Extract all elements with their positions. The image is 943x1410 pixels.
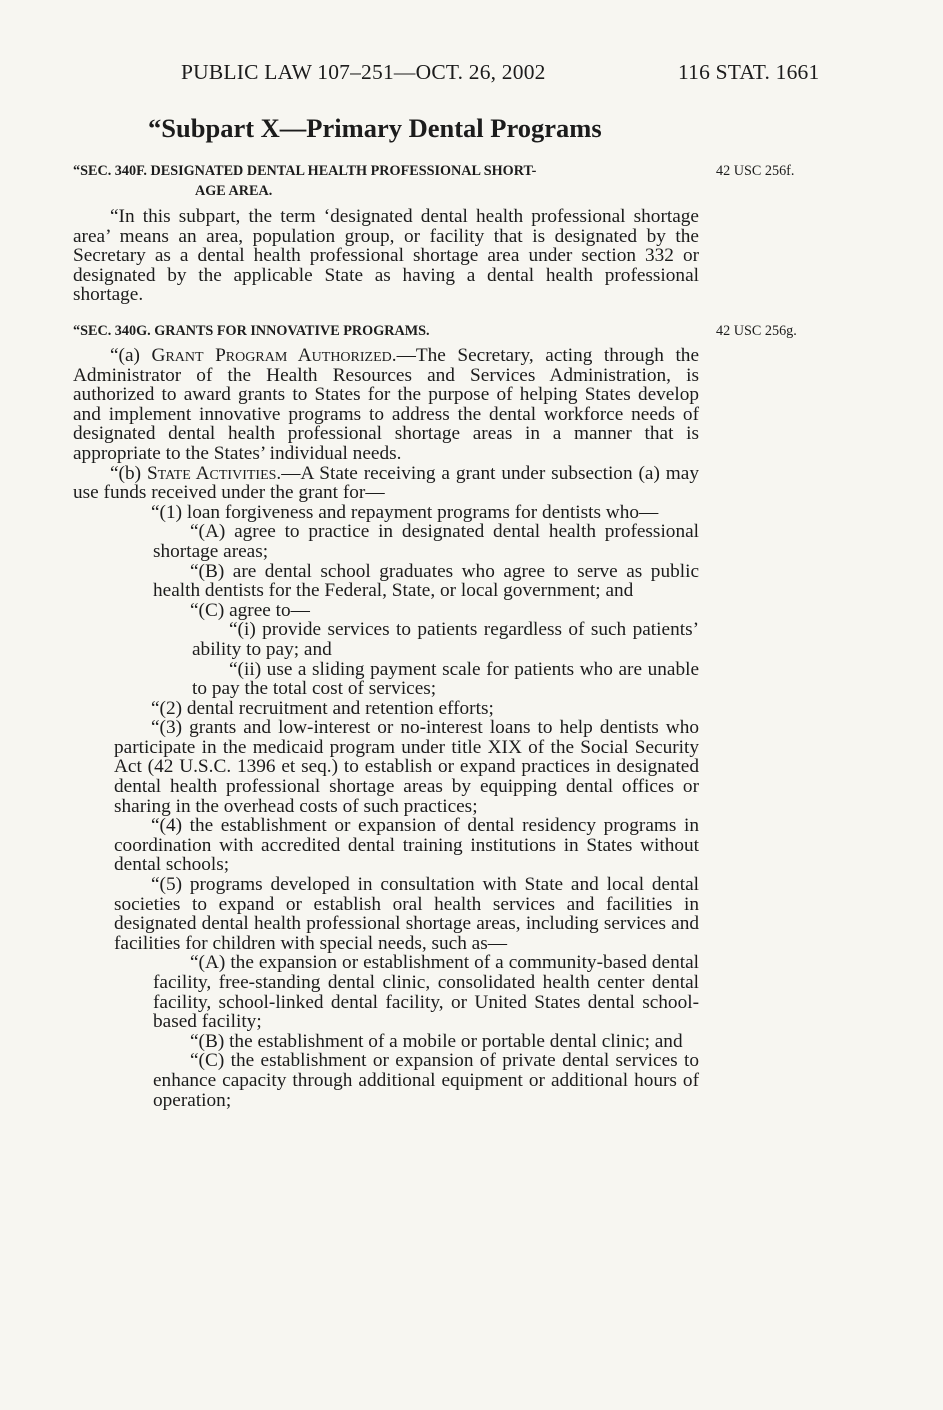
margin-note-340g: 42 USC 256g. bbox=[716, 323, 797, 339]
section-340f-heading-line1: “SEC. 340F. DESIGNATED DENTAL HEALTH PROFESSIONAL SHORT- bbox=[73, 163, 537, 179]
paragraph-2: “(2) dental recruitment and retention efforts; bbox=[151, 697, 494, 719]
paragraph-5-a: “(A) the expansion or establishment of a community-based dental facility, free-standing dental clinic, consolidated health center dental facility, school-linked dental facility, or United States dental school-based facility; bbox=[153, 952, 699, 1033]
paragraph-1-c-ii: “(ii) use a sliding payment scale for patients who are unable to pay the total cost of services; bbox=[192, 658, 699, 700]
section-340f-heading-line2: AGE AREA. bbox=[195, 183, 273, 199]
paragraph-1-b: “(B) are dental school graduates who agree to serve as public health dentists for the Federal, State, or local government; and bbox=[153, 560, 699, 602]
paragraph-5: “(5) programs developed in consultation with State and local dental societies to expand or establish oral health services and facilities in designated dental health professional shortage areas, including services and facilities for children with special needs, such as— bbox=[114, 874, 699, 954]
subsection-b-lead: “(b) bbox=[110, 462, 142, 484]
paragraph-1: “(1) loan forgiveness and repayment programs for dentists who— bbox=[151, 501, 659, 523]
subsection-b-caption: State Activities bbox=[146, 462, 277, 484]
paragraph-1-a: “(A) agree to practice in designated dental health professional shortage areas; bbox=[153, 521, 699, 562]
section-340g-body bbox=[73, 346, 699, 1110]
margin-note-340f: 42 USC 256f. bbox=[716, 163, 795, 179]
paragraph-1-c: “(C) agree to— bbox=[190, 599, 310, 621]
subsection-a-lead: “(a) bbox=[110, 345, 140, 366]
subsection-b bbox=[73, 464, 699, 503]
subsection-a bbox=[73, 346, 699, 464]
subsection-b-text: .—A State receiving a grant under subsection (a) may use funds received under the grant for— bbox=[73, 462, 699, 504]
subsection-a-text: .—The Secretary, acting through the Administrator of the Health Resources and Services Administration, is authorized to award grants to States for the purpose of helping States develop and implement innovative programs to address the dental workforce needs of designated dental health professional shortage areas in a manner that is appropriate to the States’ individual needs. bbox=[73, 345, 700, 464]
subpart-title: “Subpart X—Primary Dental Programs bbox=[148, 113, 602, 143]
running-head-title: PUBLIC LAW 107–251—OCT. 26, 2002 bbox=[181, 60, 546, 84]
section-340f-body bbox=[73, 207, 699, 305]
paragraph-5-b: “(B) the establishment of a mobile or portable dental clinic; and bbox=[190, 1030, 683, 1052]
definition-paragraph: “In this subpart, the term ‘designated dental health professional shortage area’ means an area, population group, or facility that is designated by the Secretary as a dental health professional shortage area under section 332 or designated by the applicable State as having a dental health professional shortage. bbox=[73, 206, 699, 306]
section-340g-heading: “SEC. 340G. GRANTS FOR INNOVATIVE PROGRAMS. bbox=[73, 323, 430, 339]
paragraph-5-c: “(C) the establishment or expansion of private dental services to enhance capacity through additional equipment or additional hours of operation; bbox=[153, 1050, 699, 1111]
subsection-a-caption: Grant Program Authorized bbox=[151, 345, 392, 366]
section-340f-heading bbox=[73, 161, 703, 201]
page-citation: 116 STAT. 1661 bbox=[678, 60, 820, 84]
paragraph-4: “(4) the establishment or expansion of dental residency programs in coordination with accredited dental training institutions in States without dental schools; bbox=[114, 815, 699, 876]
paragraph-1-c-i: “(i) provide services to patients regardless of such patients’ ability to pay; and bbox=[192, 619, 699, 660]
paragraph-3: “(3) grants and low-interest or no-interest loans to help dentists who participate in the medicaid program under title XIX of the Social Security Act (42 U.S.C. 1396 et seq.) to establish or expand practices in designated dental health professional shortage areas by equipping dental offices or sharing in the overhead costs of such practices; bbox=[114, 717, 699, 817]
